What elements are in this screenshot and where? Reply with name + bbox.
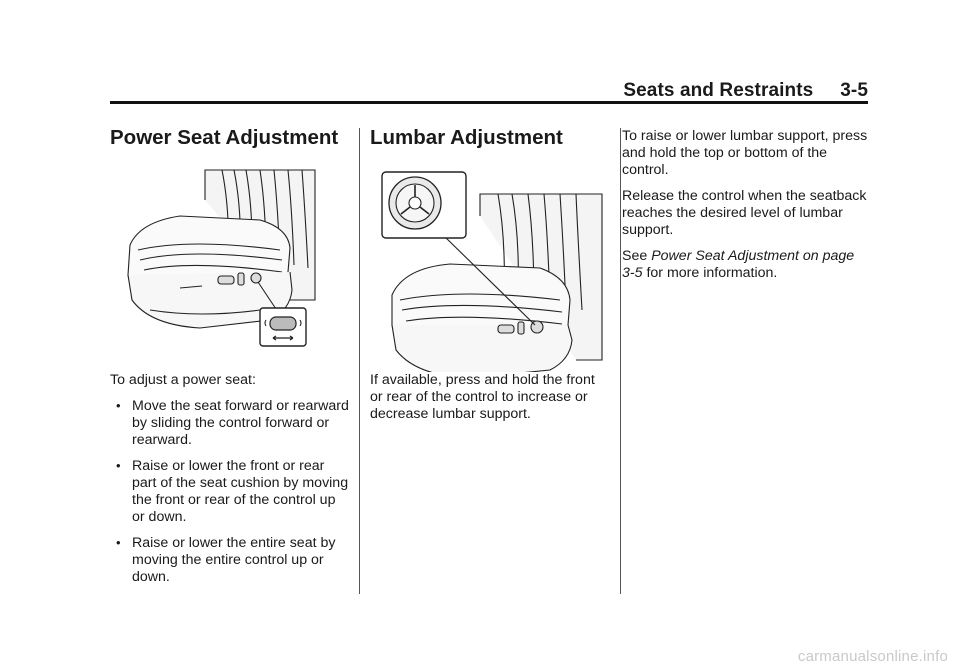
watermark: carmanualsonline.info	[797, 648, 948, 665]
lumbar-release: Release the control when the seatback reaches the desired level of lumbar support.	[622, 188, 867, 238]
power-seat-intro: To adjust a power seat:	[110, 372, 256, 388]
lumbar-raise-lower: To raise or lower lumbar support, press and hold the top or bottom of the control.	[622, 128, 868, 178]
lumbar-body: If available, press and hold the front or rear of the control to increase or decrease lumbar support.	[370, 372, 595, 422]
see-prefix: See	[622, 248, 648, 264]
cross-reference-link[interactable]: Power Seat Adjustment on page 3-5	[622, 248, 855, 281]
see-suffix: for more information.	[646, 265, 778, 281]
column-divider-1	[359, 128, 360, 594]
list-item: • Move the seat forward or rearward by sliding the control forward or rearward.	[110, 398, 352, 449]
power-seat-steps	[110, 398, 352, 586]
column-divider-2	[620, 128, 621, 594]
page-number: 3-5	[840, 80, 868, 101]
list-item: • Raise or lower the entire seat by moving the entire control up or down.	[110, 535, 352, 586]
lumbar-illustration-icon	[370, 150, 606, 372]
middle-column	[370, 126, 606, 432]
lumbar-figure	[370, 150, 606, 372]
header-title	[560, 80, 868, 102]
see-also	[622, 248, 870, 282]
power-seat-illustration-icon	[110, 150, 352, 372]
section-title: Seats and Restraints	[623, 80, 814, 101]
left-column	[110, 126, 352, 595]
lumbar-heading: Lumbar Adjustment	[370, 126, 563, 149]
header-rule	[110, 101, 868, 104]
power-seat-heading: Power Seat Adjustment	[110, 126, 339, 149]
power-seat-figure	[110, 150, 352, 372]
list-item: • Raise or lower the front or rear part of the seat cushion by moving the front or rear of the control up or down.	[110, 458, 352, 526]
right-column	[622, 128, 870, 291]
